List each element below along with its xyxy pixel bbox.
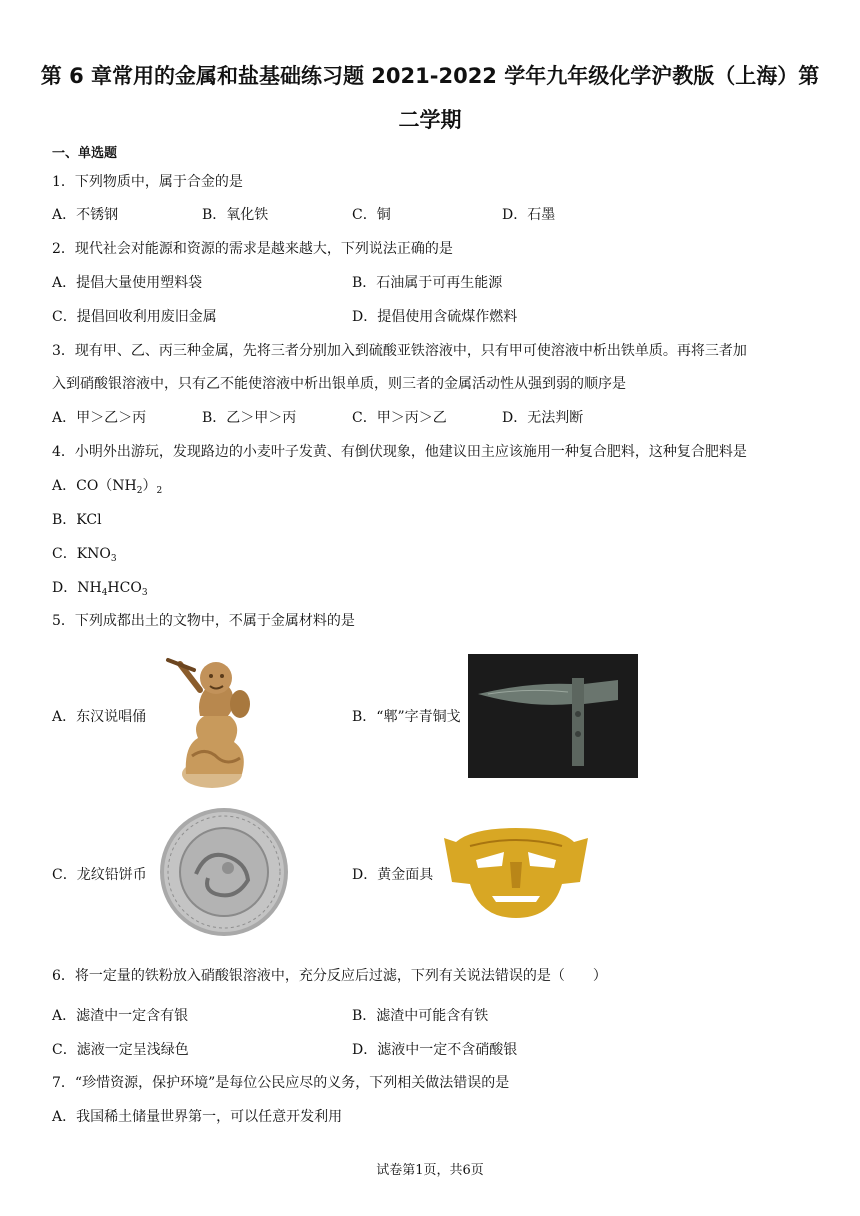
q5-option-d: D．黄金面具 [352, 867, 434, 883]
q5-option-b: B．“郫”字青铜戈 [352, 709, 461, 725]
q3-stem-line2: 入到硝酸银溶液中，只有乙不能使溶液中析出银单质，则三者的金属活动性从强到弱的顺序是 [52, 376, 626, 392]
q1-option-a: A．不锈钢 [52, 207, 119, 223]
q1-stem: 1．下列物质中，属于合金的是 [52, 174, 243, 190]
q7-option-a: A．我国稀土储量世界第一，可以任意开发利用 [52, 1109, 343, 1125]
q4-option-d: D．$NH_4HCO_3$ [52, 580, 148, 598]
page-footer: 试卷第1页，共6页 [376, 1163, 484, 1178]
q2-option-a: A．提倡大量使用塑料袋 [52, 275, 203, 291]
q6-option-d: D．滤液中一定不含硝酸银 [352, 1042, 518, 1058]
gold-mask-image [440, 822, 590, 922]
q4-option-a: A．$CO(NH_2)_2$ [52, 478, 163, 496]
q4-stem: 4．小明外出游玩，发现路边的小麦叶子发黄、有倒伏现象，他建议田主应该施用一种复合肥料，这种复合肥料是 [52, 444, 747, 460]
q6-option-c: C．滤液一定呈浅绿色 [52, 1042, 189, 1058]
q1-option-b: B．氧化铁 [202, 207, 269, 223]
q3-option-b: B．乙＞甲＞丙 [202, 410, 297, 426]
storyteller-figurine-image [156, 646, 272, 790]
page-title-line1: 第 6 章常用的金属和盐基础练习题 2021-2022 学年九年级化学沪教版（上海）第 [40, 64, 820, 88]
q2-option-b: B．石油属于可再生能源 [352, 275, 503, 291]
q6-stem: 6．将一定量的铁粉放入硝酸银溶液中，充分反应后过滤，下列有关说法错误的是（ ） [52, 968, 607, 984]
q7-stem: 7．“珍惜资源，保护环境”是每位公民应尽的义务，下列相关做法错误的是 [52, 1075, 510, 1091]
q2-stem: 2．现代社会对能源和资源的需求是越来越大，下列说法正确的是 [52, 241, 453, 257]
q3-option-d: D．无法判断 [502, 410, 584, 426]
q1-option-c: C．铜 [352, 207, 391, 223]
page-title-line2: 二学期 [398, 108, 462, 132]
q5-option-a: A．东汉说唱俑 [52, 709, 147, 725]
section-heading: 一、单选题 [52, 146, 118, 161]
q4-option-b: B．KCl [52, 512, 102, 528]
q3-stem-line1: 3．现有甲、乙、丙三种金属，先将三者分别加入到硫酸亚铁溶液中，只有甲可使溶液中析出铁单质。再将三者加 [52, 343, 747, 359]
q3-option-c: C．甲＞丙＞乙 [352, 410, 447, 426]
q5-stem: 5．下列成都出土的文物中，不属于金属材料的是 [52, 613, 355, 629]
q1-option-d: D．石墨 [502, 207, 556, 223]
bronze-dagger-axe-image [468, 654, 638, 778]
q5-option-c: C．龙纹铅饼币 [52, 867, 147, 883]
dragon-lead-coin-image [156, 804, 292, 940]
q6-option-b: B．滤渣中可能含有铁 [352, 1008, 489, 1024]
q2-option-d: D．提倡使用含硫煤作燃料 [352, 309, 518, 325]
q2-option-c: C．提倡回收利用废旧金属 [52, 309, 217, 325]
q4-option-c: C．$KNO_3$ [52, 546, 117, 564]
q6-option-a: A．滤渣中一定含有银 [52, 1008, 189, 1024]
q3-option-a: A．甲＞乙＞丙 [52, 410, 147, 426]
